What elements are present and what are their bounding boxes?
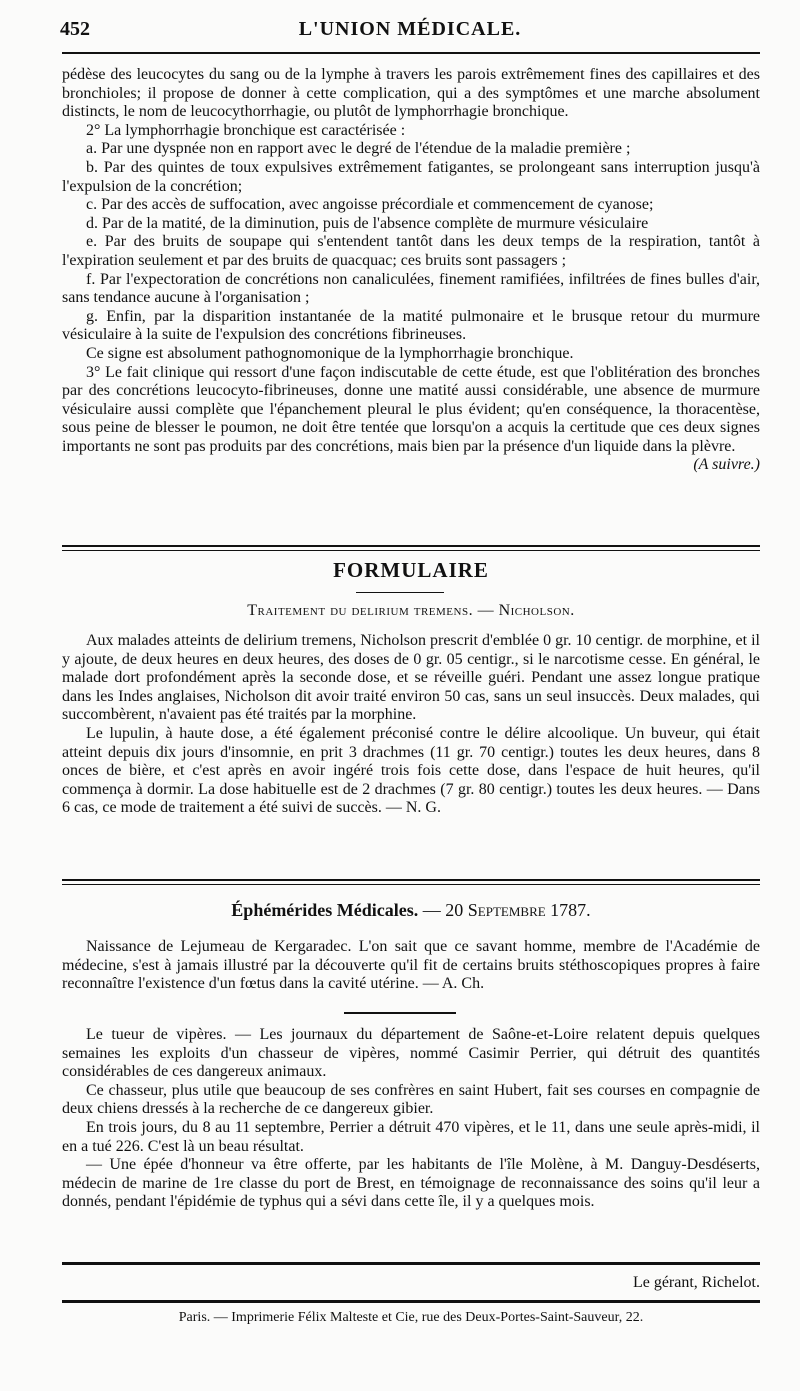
formulaire-paragraph-1: Aux malades atteints de delirium tremens, Nicholson prescrit d'emblée 0 gr. 10 centigr. de morphine, et il y ajoute, de deux heures en deux heures, des doses de 0 gr. 05 centigr., si le narcotisme cesse. En général, le malade dort profondément après la seconde dose, et se réveille guéri. Pendant une assez longue pratique dans les Indes anglaises, Nicholson dit avoir traité environ 50 cas, sans un seul insuccès. Deux malades, qui succombèrent, n'avaient pas été traités par la morphine. xyxy=(62,632,760,724)
section-rule-top xyxy=(62,545,760,547)
ephem-rule-top xyxy=(62,879,760,881)
item-d: d. Par de la matité, de la diminution, puis de l'absence complète de murmure vésiculaire xyxy=(86,214,649,232)
news-vipers: Le tueur de vipères. — Les journaux du département de Saône-et-Loire relatent depuis quelques semaines les exploits d'un chasseur de vipères, nommé Casimir Perrier, qui détruit des quantités considérables de ces dangereux animaux. xyxy=(62,1026,760,1081)
item-e: e. Par des bruits de soupape qui s'entendent tantôt dans les deux temps de la respiration, tantôt à l'expiration seulement et par des bruits de quacquac; ces bruits sont passagers ; xyxy=(62,233,760,269)
continued-article xyxy=(62,66,760,475)
ephemerides-heading xyxy=(62,900,760,921)
ephemerides-date: — 20 Septembre 1787. xyxy=(422,900,591,920)
ephemerides-paragraph: Naissance de Lejumeau de Kergaradec. L'on sait que ce savant homme, membre de l'Académie de médecine, s'est à jamais illustré par la découverte qu'il fit de certains bruits stéthoscopiques propres à faire reconnaître l'existence d'un fœtus dans la cavité utérine. — A. Ch. xyxy=(62,938,760,993)
section-rule-bottom xyxy=(62,550,760,551)
news-short-rule xyxy=(344,1012,456,1014)
news-sword: — Une épée d'honneur va être offerte, par les habitants de l'île Molène, à M. Danguy-Desdéserts, médecin de marine de 1re classe du port de Brest, en témoignage de reconnaissance des soins qu'il leur a donnés, pendant l'épidémie de typhus qui a sévi dans cette île, il y a quelques mois. xyxy=(62,1156,760,1211)
journal-title: L'UNION MÉDICALE. xyxy=(298,18,522,40)
news-section xyxy=(62,1026,760,1212)
sign-conclusion: Ce signe est absolument pathognomonique de la lymphorrhagie bronchique. xyxy=(86,344,574,362)
news-hunter: Ce chasseur, plus utile que beaucoup de ses confrères en saint Hubert, fait ses courses en compagnie de deux chiens dressés à la recherche de ce dangereux gibier. xyxy=(62,1081,760,1118)
formulaire-subheading: Traitement du delirium tremens. — Nicholson. xyxy=(247,602,575,619)
ephemerides-text xyxy=(62,938,760,994)
continued-paragraph: pédèse des leucocytes du sang ou de la lymphe à travers les parois extrêmement fines des capillaires et des bronchioles; il propose de donner à cette complication, qui a des symptômes et une marche absolument distincts, le nom de leucocythorrhagie, ou plutôt de lymphorrhagie bronchique. xyxy=(62,66,760,121)
page-header xyxy=(60,18,760,46)
footer-rule-bottom xyxy=(62,1300,760,1303)
item-g: g. Enfin, par la disparition instantanée de la matité pulmonaire et le brusque retour du murmure vésiculaire à la suite de l'expulsion des concrétions fibrineuses. xyxy=(62,307,760,344)
section-2-intro: 2° La lymphorrhagie bronchique est caractérisée : xyxy=(86,121,406,139)
news-result: En trois jours, du 8 au 11 septembre, Perrier a détruit 470 vipères, et le 11, dans une seule après-midi, il en a tué 226. C'est là un beau résultat. xyxy=(62,1118,760,1155)
page-number: 452 xyxy=(60,18,90,40)
printer-imprint: Paris. — Imprimerie Félix Malteste et Cie, rue des Deux-Portes-Saint-Sauveur, 22. xyxy=(178,1310,644,1325)
footer-rule-top xyxy=(62,1262,760,1265)
gerant-signature: Le gérant, Richelot. xyxy=(632,1274,760,1291)
formulaire-text xyxy=(62,632,760,818)
item-f: f. Par l'expectoration de concrétions non canaliculées, finement ramifiées, infiltrées de fines bulles d'air, sans tendance aucune à l'organisation ; xyxy=(62,270,760,307)
to-be-continued: (A suivre.) xyxy=(693,456,760,474)
formulaire-paragraph-2: Le lupulin, à haute dose, a été également préconisé contre le délire alcoolique. Un buveur, qui était atteint depuis dix jours d'insomnie, en prit 3 drachmes (11 gr. 70 centigr.) toutes les deux heures, dans 8 onces de bière, et c'est après en avoir ingéré trois fois cette dose, dans l'espace de huit heures, qu'il commença à dormir. La dose habituelle est de 2 drachmes (7 gr. 80 centigr.) toutes les deux heures. — Dans 6 cas, ce mode de traitement a été suivi de succès. — N. G. xyxy=(62,724,760,817)
signature xyxy=(62,1274,760,1293)
ephem-rule-second xyxy=(62,884,760,885)
ephemerides-title: Éphémérides Médicales. xyxy=(231,900,419,920)
header-rule xyxy=(62,52,760,54)
item-a: a. Par une dyspnée non en rapport avec le degré de l'étendue de la maladie première ; xyxy=(86,140,631,158)
section-3: 3° Le fait clinique qui ressort d'une façon indiscutable de cette étude, est que l'oblitération des bronches par des concrétions leucocyto-fibrineuses, donne une matité aussi considérable, une absence de murmure vésiculaire aussi complète que l'épanchement pleural le plus évident; qu'en conséquence, la thoracentèse, sous peine de blesser le poumon, ne doit être tentée que lorsqu'on a acquis la certitude que ces deux signes importants ne sont pas produits par des concrétions, mais bien par la présence d'un liquide dans la plèvre. xyxy=(62,363,760,455)
item-b: b. Par des quintes de toux expulsives extrêmement fatigantes, se prolongeant sans interruption jusqu'à l'expulsion de la concrétion; xyxy=(62,158,760,195)
formulaire-short-rule xyxy=(356,592,444,593)
formulaire-heading: FORMULAIRE xyxy=(333,558,489,582)
item-c: c. Par des accès de suffocation, avec angoisse précordiale et commencement de cyanose; xyxy=(86,196,654,214)
